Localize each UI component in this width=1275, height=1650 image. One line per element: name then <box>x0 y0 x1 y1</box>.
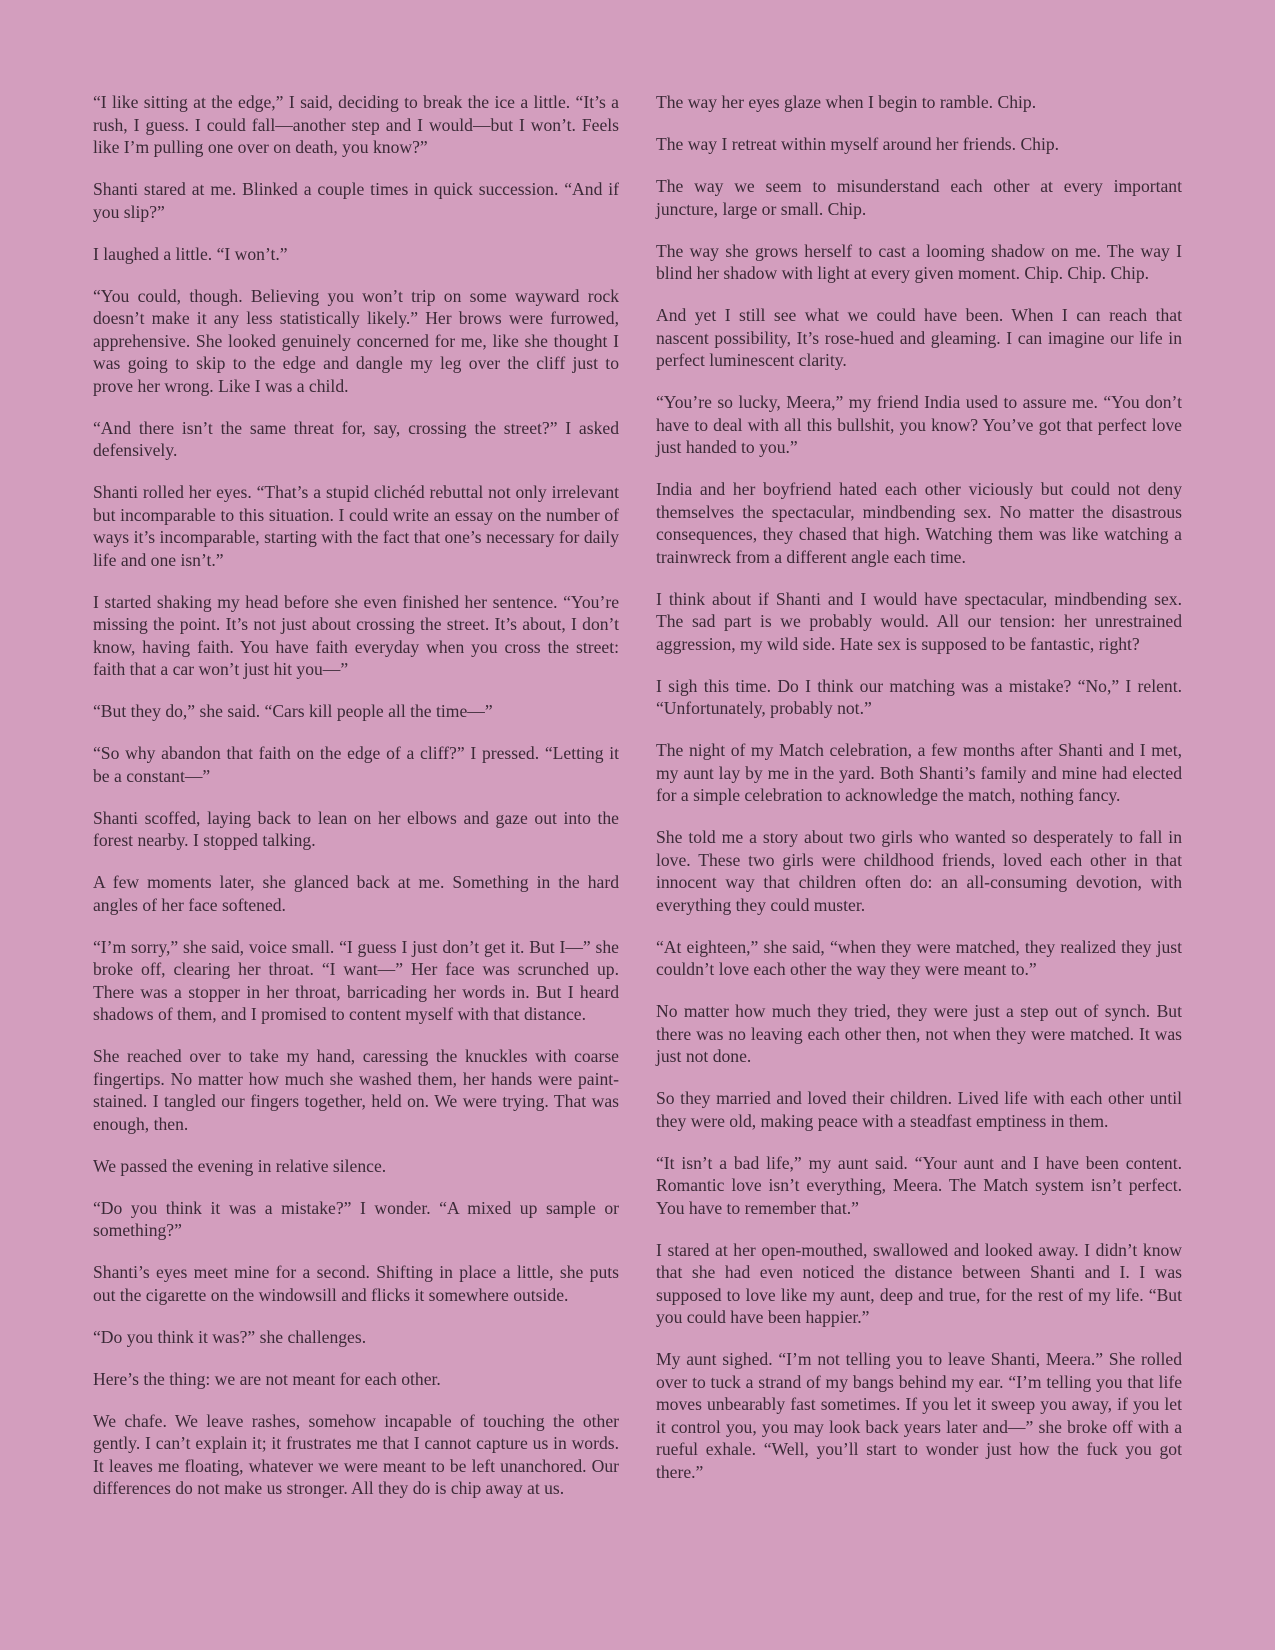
paragraph: Shanti’s eyes meet mine for a second. Shifting in place a little, she puts out the cigarette on the windowsill and flicks it somewhere outside. <box>93 1262 619 1305</box>
paragraph: “You could, though. Believing you won’t trip on some wayward rock doesn’t make it any less statistically likely.” Her brows were furrowed, apprehensive. She looked genuinely concerned for me, like she thought I was going to skip to the edge and dangle my leg over the cliff just to prove her wrong. Like I was a child. <box>93 285 619 396</box>
paragraph: “At eighteen,” she said, “when they were matched, they realized they just couldn’t love each other the way they were meant to.” <box>656 936 1182 979</box>
paragraph: And yet I still see what we could have been. When I can reach that nascent possibility, It’s rose-hued and gleaming. I can imagine our life in perfect luminescent clarity. <box>656 305 1182 370</box>
paragraph: The way we seem to misunderstand each other at every important juncture, large or small. Chip. <box>656 176 1182 219</box>
paragraph: I stared at her open-mouthed, swallowed and looked away. I didn’t know that she had even noticed the distance between Shanti and I. I was supposed to love like my aunt, deep and true, for the rest of my life. “But you could have been happier.” <box>656 1239 1182 1327</box>
paragraph: The night of my Match celebration, a few months after Shanti and I met, my aunt lay by me in the yard. Both Shanti’s family and mine had elected for a simple celebration to acknowledge the match, nothing fancy. <box>656 740 1182 805</box>
paragraph: The way she grows herself to cast a looming shadow on me. The way I blind her shadow with light at every given moment. Chip. Chip. Chip. <box>656 240 1182 283</box>
paragraph: “And there isn’t the same threat for, say, crossing the street?” I asked defensively. <box>93 417 619 460</box>
paragraph: Shanti stared at me. Blinked a couple times in quick succession. “And if you slip?” <box>93 179 619 222</box>
paragraph: The way I retreat within myself around her friends. Chip. <box>656 134 1060 154</box>
paragraph: “It isn’t a bad life,” my aunt said. “Your aunt and I have been content. Romantic love isn’t everything, Meera. The Match system isn’t perfect. You have to remember that.” <box>656 1152 1182 1218</box>
paragraph: I sigh this time. Do I think our matching was a mistake? “No,” I relent. “Unfortunately, probably not.” <box>656 675 1182 718</box>
paragraph: She reached over to take my hand, caressing the knuckles with coarse fingertips. No matter how much she washed them, her hands were paint-stained. I tangled our fingers together, held on. We were trying. That was enough, then. <box>93 1046 619 1134</box>
paragraph: My aunt sighed. “I’m not telling you to leave Shanti, Meera.” She rolled over to tuck a strand of my bangs behind my ear. “I’m telling you that life moves unbearably fast sometimes. If you let it sweep you away, if you let it control you, you may look back years later and—” she broke off with a rueful exhale. “Well, you’ll start to wonder just how the fuck you got there.” <box>656 1349 1182 1482</box>
paragraph: “You’re so lucky, Meera,” my friend India used to assure me. “You don’t have to deal with all this bullshit, you know? You’ve got that perfect love just handed to you.” <box>656 392 1182 457</box>
paragraph: The way her eyes glaze when I begin to ramble. Chip. <box>656 92 1037 112</box>
paragraph: She told me a story about two girls who wanted so desperately to fall in love. These two girls were childhood friends, loved each other in that innocent way that children often do: an all-consuming devotion, with everything they could muster. <box>656 827 1182 915</box>
paragraph: “So why abandon that faith on the edge of a cliff?” I pressed. “Letting it be a constant—” <box>93 743 619 786</box>
paragraph: “I’m sorry,” she said, voice small. “I guess I just don’t get it. But I—” she broke off, clearing her throat. “I want—” Her face was scrunched up. There was a stopper in her throat, barricading her words in. But I heard shadows of them, and I promised to content myself with that distance. <box>93 936 619 1024</box>
paragraph: I think about if Shanti and I would have spectacular, mindbending sex. The sad part is we probably would. All our tension: her unrestrained aggression, my wild side. Hate sex is supposed to be fantastic, right? <box>656 588 1182 654</box>
paragraph: No matter how much they tried, they were just a step out of synch. But there was no leaving each other then, not when they were matched. It was just not done. <box>656 1001 1182 1066</box>
paragraph: “But they do,” she said. “Cars kill people all the time—” <box>93 701 493 721</box>
paragraph: “Do you think it was?” she challenges. <box>93 1326 367 1347</box>
paragraph: Here’s the thing: we are not meant for each other. <box>93 1368 441 1389</box>
paragraph: I laughed a little. “I won’t.” <box>93 243 288 264</box>
paragraph: India and her boyfriend hated each other viciously but could not deny themselves the spectacular, mindbending sex. No matter the disastrous consequences, they chased that high. Watching them was like watching a trainwreck from a different angle each time. <box>656 479 1182 567</box>
paragraph: I started shaking my head before she even finished her sentence. “You’re missing the point. It’s not just about crossing the street. It’s about, I don’t know, having faith. You have faith everyday when you cross the street: faith that a car won’t just hit you—” <box>93 591 619 679</box>
paragraph: “I like sitting at the edge,” I said, deciding to break the ice a little. “It’s a rush, I guess. I could fall—another step and I would—but I won’t. Feels like I’m pulling one over on death, you know?” <box>93 92 619 157</box>
paragraph: Shanti rolled her eyes. “That’s a stupid clichéd rebuttal not only irrelevant but incomparable to this situation. I could write an essay on the number of ways it’s incomparable, starting with the fact that one’s necessary for daily life and one isn’t.” <box>93 482 619 570</box>
right-column <box>656 91 1182 1650</box>
paragraph: So they married and loved their children. Lived life with each other until they were old, making peace with a steadfast emptiness in them. <box>656 1088 1182 1131</box>
paragraph: We passed the evening in relative silence. <box>93 1155 387 1176</box>
paragraph: Shanti scoffed, laying back to lean on her elbows and gaze out into the forest nearby. I stopped talking. <box>93 807 619 850</box>
left-column <box>93 91 619 1650</box>
paragraph: “Do you think it was a mistake?” I wonder. “A mixed up sample or something?” <box>93 1197 619 1240</box>
paragraph: We chafe. We leave rashes, somehow incapable of touching the other gently. I can’t explain it; it frustrates me that I cannot capture us in words. It leaves me floating, whatever we were meant to be left unanchored. Our differences do not make us stronger. All they do is chip away at us. <box>93 1410 619 1498</box>
paragraph: A few moments later, she glanced back at me. Something in the hard angles of her face softened. <box>93 872 619 915</box>
